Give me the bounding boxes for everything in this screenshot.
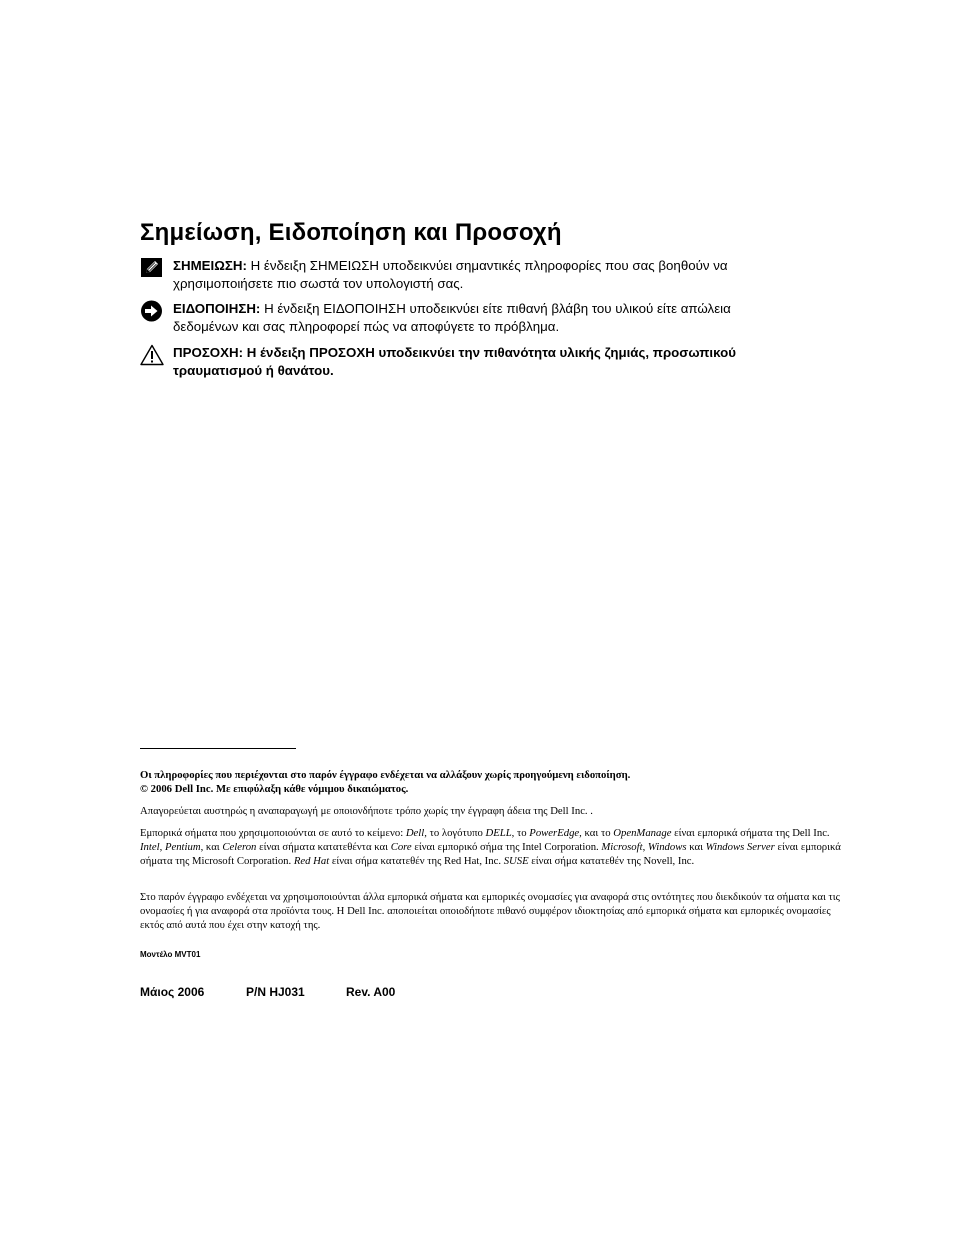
- note-text: Η ένδειξη ΣΗΜΕΙΩΣΗ υποδεικνύει σημαντικές πληροφορίες που σας βοηθούν να χρησιμοποιήσετε πιο σωστά τον υπολογιστή σας.: [173, 258, 728, 291]
- other-trademarks-notice: Στο παρόν έγγραφο ενδέχεται να χρησιμοποιούνται άλλα εμπορικά σήματα και εμπορικές ονομασίες για αναφορά στις οντότητες που διεκδικούν τα σήματα και τις ονομασίες ή για αναφορά στα προϊόντα τους. Η Dell Inc. αποποιείται οποιοδήποτε πιθανό συμφέρον ιδιοκτησίας από εμπορικά σήματα και εμπορικές ονομασίες εκτός από αυτά που έχει στην κατοχή της.: [140, 891, 840, 931]
- tm-name: Windows: [647, 841, 687, 853]
- trademark-notice: [140, 826, 844, 868]
- note-block: [140, 257, 780, 293]
- tm-text: , το λογότυπο: [424, 827, 486, 839]
- tm-name: DELL: [485, 827, 512, 839]
- tm-name: Celeron: [222, 841, 257, 853]
- caution-text: Η ένδειξη ΠΡΟΣΟΧΗ υποδεικνύει την πιθανότητα υλικής ζημιάς, προσωπικού τραυματισμού ή θανάτου.: [173, 345, 736, 378]
- reproduction-notice: Απαγορεύεται αυστηρώς η αναπαραγωγή με οποιονδήποτε τρόπο χωρίς την έγγραφη άδεια της Dell Inc. .: [140, 805, 593, 817]
- tm-text: και: [686, 841, 706, 853]
- notice-label: ΕΙΔΟΠΟΙΗΣΗ:: [173, 301, 261, 316]
- tm-name: Dell: [405, 827, 425, 839]
- page-title: Σημείωση, Ειδοποίηση και Προσοχή: [140, 219, 562, 246]
- tm-text: είναι εμπορικό σήμα της Intel Corporation.: [411, 841, 602, 853]
- tm-text: ,: [642, 841, 648, 853]
- tm-name: Windows Server: [705, 841, 775, 853]
- notice-arrow-icon: [140, 300, 164, 322]
- tm-text: είναι εμπορικά σήματα της Microsoft Corporation.: [140, 841, 841, 867]
- publication-date: Μάιος 2006: [140, 985, 205, 999]
- tm-name: Microsoft: [601, 841, 643, 853]
- notice-block: [140, 300, 780, 336]
- tm-name: SUSE: [503, 855, 529, 867]
- tm-text: είναι σήμα κατατεθέν της Novell, Inc.: [528, 855, 695, 867]
- footnote-divider: [140, 748, 296, 749]
- tm-name: Pentium: [164, 841, 201, 853]
- note-label: ΣΗΜΕΙΩΣΗ:: [173, 258, 247, 273]
- note-pencil-icon: [140, 257, 164, 279]
- caution-label: ΠΡΟΣΟΧΗ:: [173, 345, 244, 360]
- tm-text: είναι σήμα κατατεθέν της Red Hat, Inc.: [329, 855, 504, 867]
- tm-text: , το: [511, 827, 530, 839]
- tm-name: Intel: [140, 841, 160, 853]
- tm-name: Red Hat: [293, 855, 330, 867]
- revision: Rev. A00: [346, 985, 396, 999]
- tm-text: είναι εμπορικά σήματα της Dell Inc.: [671, 827, 830, 839]
- copyright-line: © 2006 Dell Inc. Με επιφύλαξη κάθε νόμιμου δικαιώματος.: [140, 783, 409, 795]
- tm-text: Εμπορικά σήματα που χρησιμοποιούνται σε αυτό το κείμενο:: [140, 827, 406, 839]
- change-notice: [140, 768, 844, 796]
- part-number: P/N HJ031: [246, 985, 305, 999]
- tm-name: Core: [390, 841, 412, 853]
- tm-name: PowerEdge,: [529, 827, 582, 839]
- tm-text: είναι σήματα κατατεθέντα και: [256, 841, 391, 853]
- caution-triangle-icon: [140, 344, 164, 366]
- tm-name: OpenManage: [613, 827, 672, 839]
- tm-text: και το: [581, 827, 614, 839]
- tm-text: , και: [200, 841, 223, 853]
- tm-text: ,: [159, 841, 165, 853]
- info-line: Οι πληροφορίες που περιέχονται στο παρόν έγγραφο ενδέχεται να αλλάξουν χωρίς προηγούμενη ειδοποίηση.: [140, 769, 631, 781]
- model-number: Μοντέλο MVT01: [140, 950, 201, 959]
- notice-text: Η ένδειξη ΕΙΔΟΠΟΙΗΣΗ υποδεικνύει είτε πιθανή βλάβη του υλικού είτε απώλεια δεδομένων και σας πληροφορεί πώς να αποφύγετε το πρόβλημα.: [173, 301, 731, 334]
- caution-block: [140, 344, 780, 380]
